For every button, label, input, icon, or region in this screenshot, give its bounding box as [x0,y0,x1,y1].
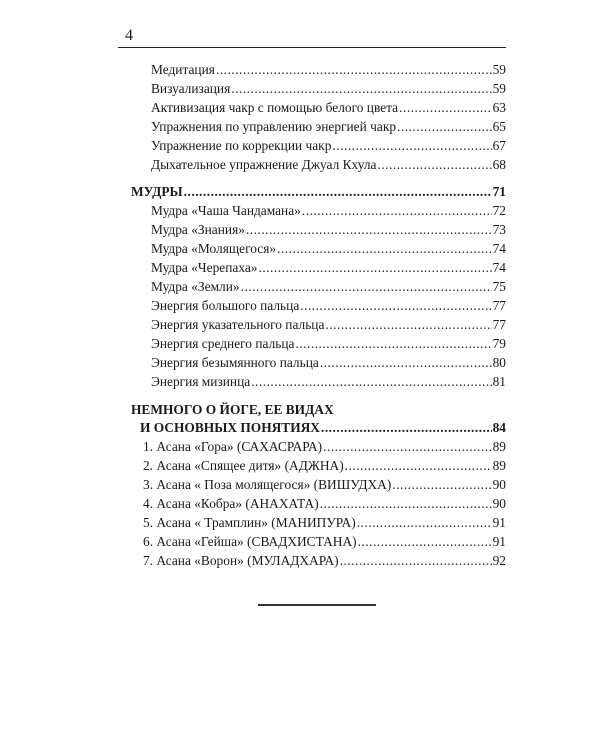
toc-entry[interactable] [151,118,506,136]
toc-leader [295,335,491,353]
toc-entry-page: 91 [492,534,506,549]
toc-section-label: И ОСНОВНЫХ ПОНЯТИЯХ [140,420,320,435]
toc-entry-page: 75 [492,279,506,294]
toc-leader [216,61,492,79]
toc-entry[interactable] [151,316,506,334]
toc-entry[interactable] [151,221,506,239]
toc-entry-page: 77 [492,298,506,313]
toc-leader [251,373,491,391]
toc-entry-label: Энергия мизинца [151,374,251,389]
toc-entry[interactable] [151,99,506,117]
toc-entry[interactable] [143,533,506,551]
toc-entry[interactable] [143,476,506,494]
toc-entry-page: 67 [492,138,506,153]
toc-entry-page: 63 [492,100,506,115]
toc-entry-page: 59 [492,62,506,77]
toc-section-page: 71 [492,184,506,199]
toc-leader [332,137,491,155]
toc-entry-page: 59 [492,81,506,96]
toc-entry-label: Мудра «Черепаха» [151,260,258,275]
toc-entry-page: 65 [492,119,506,134]
toc-leader [325,316,491,334]
toc-entry-page: 77 [492,317,506,332]
toc-entry[interactable] [143,457,506,475]
toc-entry-label: 7. Асана «Ворон» (МУЛАДХАРА) [143,553,339,568]
toc-leader [246,221,492,239]
toc-entry[interactable] [151,61,506,79]
toc-entry[interactable] [151,278,506,296]
toc-section-page: 84 [492,420,506,435]
toc-entry-page: 79 [492,336,506,351]
toc-entry-label: 5. Асана « Трамплин» (МАНИПУРА) [143,515,356,530]
toc-entry[interactable] [151,259,506,277]
toc-entry[interactable] [151,80,506,98]
toc-entry-label: Энергия большого пальца [151,298,300,313]
toc-entry[interactable] [151,156,506,174]
toc-entry-page: 81 [492,374,506,389]
page-number: 4 [125,27,133,44]
header-rule [118,47,506,48]
toc-section-label: МУДРЫ [131,184,183,199]
toc-entry[interactable] [143,514,506,532]
toc-entry-page: 80 [492,355,506,370]
toc-entry-label: Визуализация [151,81,231,96]
toc-entry-label: Энергия среднего пальца [151,336,295,351]
toc-leader [258,259,491,277]
toc-entry[interactable] [143,495,506,513]
toc-entry-label: Упражнение по коррекции чакр [151,138,332,153]
toc-leader [377,156,491,174]
toc-entry-label: 2. Асана «Спящее дитя» (АДЖНА) [143,458,344,473]
toc-leader [340,552,492,570]
toc-entry-label: Медитация [151,62,215,77]
toc-entry-label: 3. Асана « Поза молящегося» (ВИШУДХА) [143,477,392,492]
toc-entry-label: Мудра «Чаша Чандамана» [151,203,301,218]
toc-leader [358,533,492,551]
toc-entry-label: 4. Асана «Кобра» (АНАХАТА) [143,496,319,511]
toc-leader [184,183,492,201]
toc-entry-label: Упражнения по управлению энергией чакр [151,119,397,134]
toc-entry-label: Энергия указательного пальца [151,317,325,332]
toc-entry-page: 68 [492,157,506,172]
toc-leader [399,99,491,117]
toc-leader [397,118,492,136]
toc-entry[interactable] [143,438,506,456]
toc-leader [277,240,492,258]
toc-entry[interactable] [151,240,506,258]
toc-section-mudras[interactable] [131,183,506,201]
toc-entry[interactable] [151,202,506,220]
toc-entry-page: 89 [492,439,506,454]
toc-entry[interactable] [151,297,506,315]
toc-entry-page: 74 [492,241,506,256]
toc-section-yoga[interactable] [140,419,506,437]
toc-entry-page: 92 [492,553,506,568]
toc-leader [241,278,492,296]
bottom-rule [258,604,376,606]
toc-entry-label: Мудра «Знания» [151,222,245,237]
toc-section-yoga-line1[interactable]: НЕМНОГО О ЙОГЕ, ЕЕ ВИДАХ [131,402,334,417]
toc-entry[interactable] [151,137,506,155]
toc-leader [323,438,491,456]
toc-entry-label: 6. Асана «Гейша» (СВАДХИСТАНА) [143,534,357,549]
toc-leader [345,457,492,475]
toc-entry-label: Дыхательное упражнение Джуал Кхула [151,157,377,172]
toc-entry-label: 1. Асана «Гора» (САХАСРАРА) [143,439,323,454]
toc-entry-page: 73 [492,222,506,237]
toc-entry[interactable] [151,354,506,372]
toc-entry-label: Мудра «Земли» [151,279,240,294]
toc-entry-page: 72 [492,203,506,218]
toc-entry-label: Мудра «Молящегося» [151,241,277,256]
toc-leader [357,514,492,532]
toc-entry-page: 89 [492,458,506,473]
toc-entry-page: 91 [492,515,506,530]
toc-entry[interactable] [151,373,506,391]
toc-leader [320,354,492,372]
toc-leader [321,419,492,437]
toc-leader [392,476,491,494]
toc-entry-label: Активизация чакр с помощью белого цвета [151,100,399,115]
toc-leader [302,202,492,220]
toc-entry-page: 90 [492,477,506,492]
toc-entry[interactable] [143,552,506,570]
toc-leader [320,495,492,513]
toc-leader [300,297,491,315]
toc-entry-page: 74 [492,260,506,275]
toc-leader [231,80,491,98]
toc-entry[interactable] [151,335,506,353]
toc-entry-label: Энергия безымянного пальца [151,355,319,370]
toc-entry-page: 90 [492,496,506,511]
